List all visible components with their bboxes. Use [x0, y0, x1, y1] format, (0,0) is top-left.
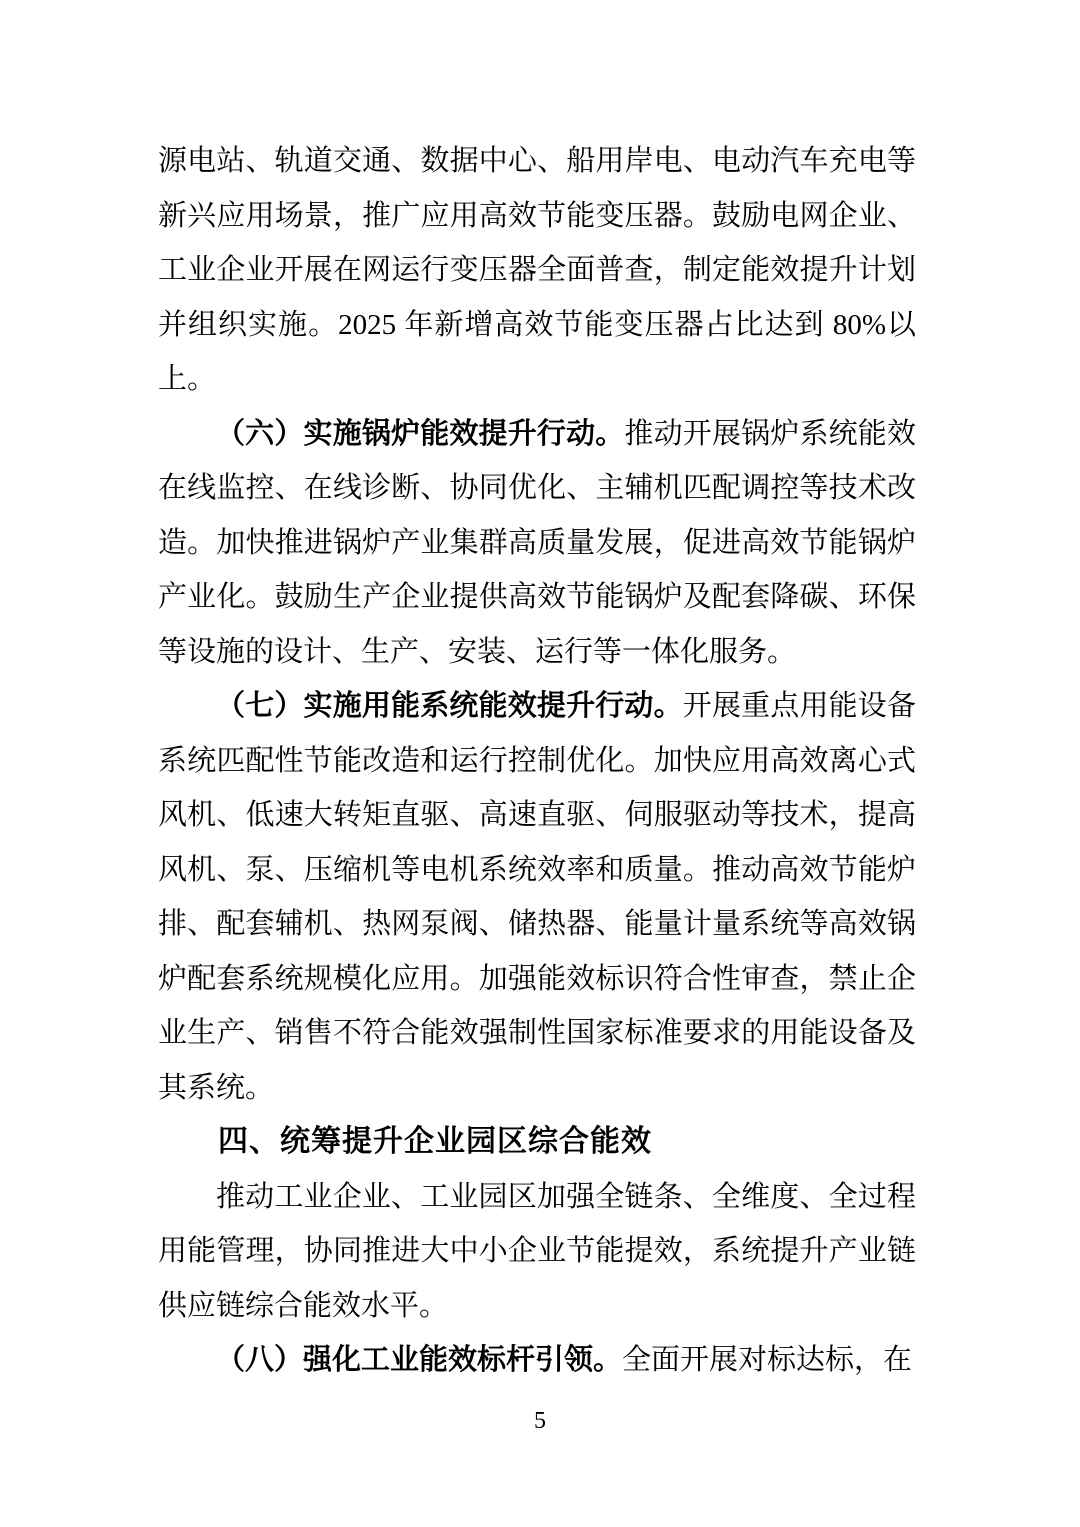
section-7-text: 开展重点用能设备系统匹配性节能改造和运行控制优化。加快应用高效离心式风机、低速大转矩直驱、高速直驱、伺服驱动等技术，提高风机、泵、压缩机等电机系统效率和质量。推动高效节能炉排、配套辅机、热网泵阀、储热器、能量计量系统等高效锅炉配套系统规模化应用。加强能效标识符合性审查，禁止企业生产、销售不符合能效强制性国家标准要求的用能设备及其系统。 — [158, 690, 916, 1104]
section-6-text: 推动开展锅炉系统能效在线监控、在线诊断、协同优化、主辅机匹配调控等技术改造。加快推进锅炉产业集群高质量发展，促进高效节能锅炉产业化。鼓励生产企业提供高效节能锅炉及配套降碳、环保等设施的设计、生产、安装、运行等一体化服务。 — [158, 417, 916, 668]
paragraph-section-8 — [158, 1333, 916, 1388]
document-body — [158, 134, 916, 1388]
section-8-text: 全面开展对标达标，在 — [622, 1344, 913, 1376]
paragraph-transformers-continuation — [158, 134, 916, 407]
paragraph-section-7 — [158, 679, 916, 1115]
page-number: 5 — [534, 1408, 546, 1434]
section-7-lead: （七）实施用能系统能效提升行动。 — [216, 690, 683, 722]
section-8-lead: （八）强化工业能效标杆引领。 — [216, 1344, 623, 1376]
paragraph-section-4-intro — [158, 1170, 916, 1334]
section-4-heading: 四、统筹提升企业园区综合能效 — [218, 1125, 652, 1158]
paragraph-section-6 — [158, 407, 916, 680]
section-4-intro-text: 推动工业企业、工业园区加强全链条、全维度、全过程用能管理，协同推进大中小企业节能提效，系统提升产业链供应链综合能效水平。 — [158, 1180, 916, 1322]
paragraph-transformers-text: 源电站、轨道交通、数据中心、船用岸电、电动汽车充电等新兴应用场景，推广应用高效节能变压器。鼓励电网企业、工业企业开展在网运行变压器全面普查，制定能效提升计划并组织实施。2025 年新增高效节能变压器占比达到 80%以上。 — [158, 145, 916, 395]
section-6-lead: （六）实施锅炉能效提升行动。 — [216, 417, 625, 450]
